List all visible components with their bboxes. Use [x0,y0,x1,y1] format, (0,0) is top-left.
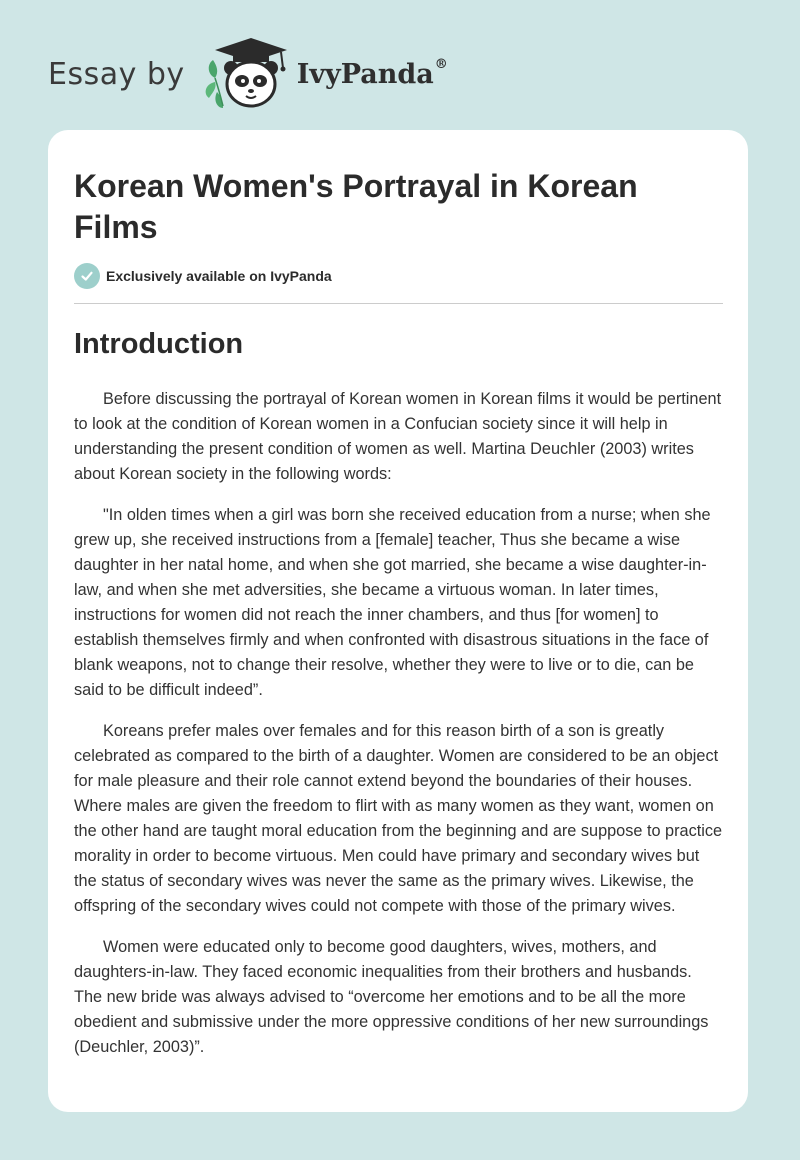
essay-by-label: Essay by [48,56,185,92]
exclusive-badge-label: Exclusively available on IvyPanda [106,268,332,284]
brand-name[interactable] [296,56,448,90]
trademark-symbol: ® [434,56,448,72]
essay-card [48,130,748,1112]
paragraph: Koreans prefer males over females and for this reason birth of a son is greatly celebrated as compared to the birth of a daughter. Women are considered to be an object for male pleasure and their role cannot extend beyond the boundaries of their houses. Where males are given the freedom to flirt with as many women as they want, women on the other hand are taught moral education from the beginning and are suppose to practice morality in order to become virtuous. Men could have primary and secondary wives but the status of secondary wives was never the same as the primary wives. Likewise, the offspring of the secondary wives could not compete with those of the primary wives. [74,722,723,915]
brand-name-text: IvyPanda [296,58,434,90]
exclusive-badge [74,263,332,289]
essay-body [74,387,724,1076]
quote-paragraph: "In olden times when a girl was born she received education from a nurse; when she grew up, she received instructions from a [female] teacher, Thus she became a wise daughter in her natal home, and when she got married, she became a wise daughter-in-law, and when she met adversities, she became a virtuous woman. In later times, instructions for women did not reach the inner chambers, and thus [for women] to establish themselves firmly and when confronted with disastrous situations in the face of blank weapons, not to change their resolve, whether they were to live or to die, can be said to be difficult indeed”. [74,506,711,699]
site-header [48,34,448,114]
essay-title: Korean Women's Portrayal in Korean Films [74,168,638,245]
panda-graduate-icon[interactable] [203,34,291,114]
paragraph: Women were educated only to become good daughters, wives, mothers, and daughters-in-law. They faced economic inequalities from their brothers and husbands. The new bride was always advised to “overcome her emotions and to be all the more obedient and submissive under the more oppressive conditions of her new surroundings (Deuchler, 2003)”. [74,938,709,1056]
check-icon [74,263,100,289]
paragraph: Before discussing the portrayal of Korean women in Korean films it would be pertinent to look at the condition of Korean women in a Confucian society since it will help in understanding the present condition of women as well. Martina Deuchler (2003) writes about Korean society in the following words: [74,390,722,483]
divider [74,303,723,304]
section-heading: Introduction [74,328,244,360]
